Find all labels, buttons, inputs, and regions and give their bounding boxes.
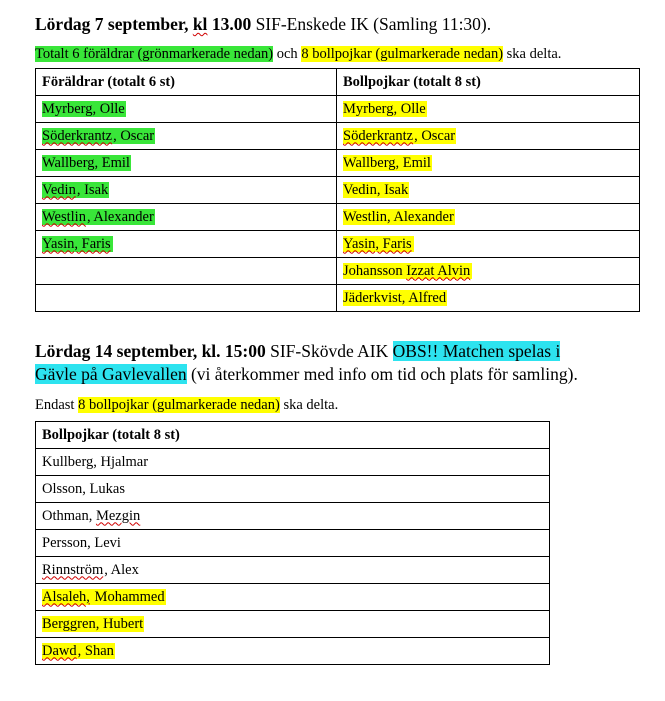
ballboy-name: Wallberg, Emil	[343, 154, 431, 171]
ballboy-name: Othman, Mezgin	[42, 507, 141, 524]
match2-intro-start: Endast	[35, 397, 75, 413]
table-row	[36, 258, 640, 285]
match1-date: Lördag 7 september,	[35, 14, 189, 34]
ballboy-cell	[337, 231, 640, 258]
match2-intro	[35, 396, 338, 414]
match2-date: Lördag 14 september, kl. 15:00	[35, 341, 266, 361]
ballboy-name: Johansson Izzat Alvin	[343, 262, 471, 279]
table-row	[36, 449, 550, 476]
table-row	[36, 557, 550, 584]
parent-name	[42, 290, 43, 306]
table-row	[36, 204, 640, 231]
table-header-row	[36, 69, 640, 96]
table-row	[36, 150, 640, 177]
ballboy-name: Persson, Levi	[42, 534, 121, 551]
ballboys-header: Bollpojkar (totalt 8 st)	[36, 422, 550, 449]
ballboy-name: Kullberg, Hjalmar	[42, 453, 149, 470]
match1-intro-ballboys: 8 bollpojkar (gulmarkerade nedan)	[301, 46, 504, 62]
table-row	[36, 611, 550, 638]
parent-name: Myrberg, Olle	[42, 100, 125, 117]
table-row	[36, 584, 550, 611]
ballboy-name: Berggren, Hubert	[42, 615, 144, 632]
table-row	[36, 177, 640, 204]
ballboy-name: Jäderkvist, Alfred	[343, 289, 447, 306]
parent-cell	[36, 96, 337, 123]
table-header-row	[36, 422, 550, 449]
ballboy-cell	[337, 96, 640, 123]
spellcheck-mark: Söderkrantz	[42, 127, 113, 144]
parent-name	[42, 263, 43, 279]
spellcheck-mark: Mezgin	[95, 507, 141, 524]
ballboy-name	[343, 236, 414, 252]
ballboy-cell	[36, 449, 550, 476]
match2-heading-line2	[35, 363, 578, 385]
ballboy-name: Söderkrantz, Oscar	[343, 127, 456, 144]
ballboy-name: Dawd, Shan	[42, 642, 114, 659]
match1-heading	[35, 13, 491, 35]
spellcheck-mark: Rinnström	[42, 561, 104, 578]
table-row	[36, 638, 550, 665]
ballboy-name: Rinnström, Alex	[42, 561, 139, 578]
match1-intro-och: och	[276, 46, 298, 62]
spellcheck-mark: Dawd	[42, 642, 77, 659]
table-row	[36, 123, 640, 150]
ballboy-name: Olsson, Lukas	[42, 480, 125, 497]
parent-cell	[36, 204, 337, 231]
ballboy-cell	[337, 150, 640, 177]
parent-cell	[36, 231, 337, 258]
parent-cell	[36, 177, 337, 204]
table-row	[36, 96, 640, 123]
parent-name: Westlin, Alexander	[42, 208, 154, 225]
match2-teams: SIF-Skövde AIK	[270, 341, 389, 361]
ballboy-cell	[337, 285, 640, 312]
spellcheck-mark: Yasin, Faris	[343, 235, 412, 252]
table-row	[36, 285, 640, 312]
spellcheck-mark: Alsaleh,	[42, 588, 90, 605]
spellcheck-mark: Söderkrantz	[343, 127, 414, 144]
ballboys-header: Bollpojkar (totalt 8 st)	[337, 69, 640, 96]
match1-table	[35, 68, 640, 312]
parent-cell	[36, 285, 337, 312]
ballboy-cell	[337, 204, 640, 231]
ballboy-name: Westlin, Alexander	[343, 208, 454, 225]
match2-info: (vi återkommer med info om tid och plats för samling).	[190, 364, 578, 384]
ballboy-cell	[36, 584, 550, 611]
ballboy-cell	[36, 611, 550, 638]
match2-heading	[35, 340, 560, 362]
ballboy-cell	[36, 557, 550, 584]
ballboy-name: Alsaleh, Mohammed	[42, 588, 165, 605]
match2-intro-ballboys: 8 bollpojkar (gulmarkerade nedan)	[78, 397, 280, 413]
ballboy-name: Myrberg, Olle	[343, 100, 426, 117]
ballboy-cell	[337, 177, 640, 204]
match1-intro-end: ska delta.	[506, 46, 562, 62]
match1-teams: SIF-Enskede IK (Samling 11:30).	[255, 14, 492, 34]
match2-obs: OBS!! Matchen spelas i	[392, 341, 561, 361]
match2-venue: Gävle på Gavlevallen	[35, 364, 187, 384]
parent-name	[42, 236, 113, 252]
parent-cell	[36, 123, 337, 150]
match2-intro-end: ska delta.	[283, 397, 339, 413]
match1-intro-parents: Totalt 6 föräldrar (grönmarkerade nedan)	[35, 46, 274, 62]
spellcheck-mark: Vedin	[42, 181, 76, 198]
table-row	[36, 476, 550, 503]
parent-cell	[36, 258, 337, 285]
parent-name: Söderkrantz, Oscar	[42, 127, 155, 144]
ballboy-cell	[337, 123, 640, 150]
match1-time: 13.00	[211, 14, 252, 34]
ballboy-cell	[337, 258, 640, 285]
table-row	[36, 503, 550, 530]
spellcheck-mark: Izzat Alvin	[406, 262, 471, 279]
spellcheck-mark: Yasin, Faris	[42, 235, 111, 252]
table-row	[36, 530, 550, 557]
match1-kl: kl	[192, 14, 208, 34]
ballboy-cell	[36, 503, 550, 530]
match2-table	[35, 421, 550, 665]
ballboy-name: Vedin, Isak	[343, 181, 409, 198]
parent-cell	[36, 150, 337, 177]
match1-intro	[35, 45, 561, 63]
table-row	[36, 231, 640, 258]
parent-name: Wallberg, Emil	[42, 154, 130, 171]
parents-header: Föräldrar (totalt 6 st)	[36, 69, 337, 96]
parent-name: Vedin, Isak	[42, 181, 109, 198]
ballboy-cell	[36, 638, 550, 665]
spellcheck-mark: Westlin	[42, 208, 86, 225]
ballboy-cell	[36, 530, 550, 557]
ballboy-cell	[36, 476, 550, 503]
